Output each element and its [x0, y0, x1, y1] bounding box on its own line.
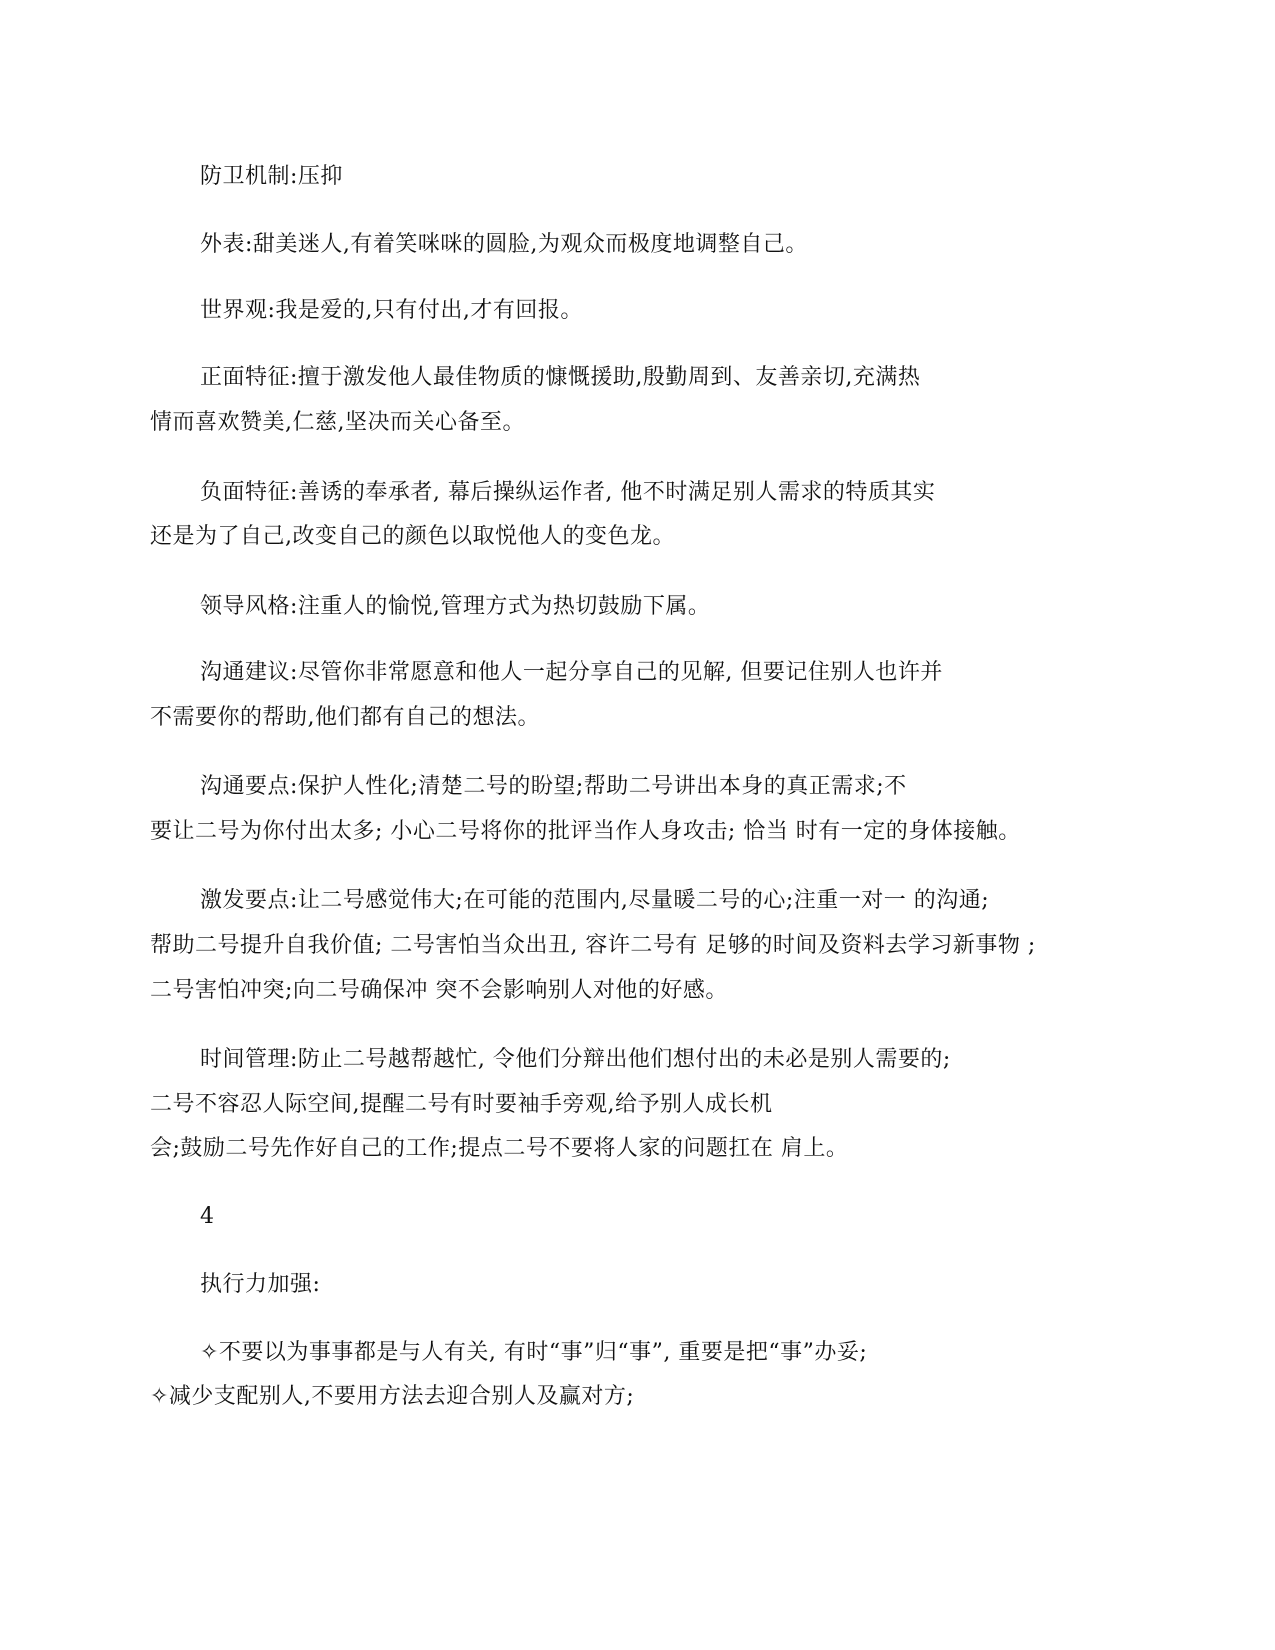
- text-line: 沟通要点:保护人性化;清楚二号的盼望;帮助二号讲出本身的真正需求;不: [200, 774, 907, 799]
- bullet-item: ✧不要以为事事都是与人有关, 有时“事”归“事”, 重要是把“事”办妥;: [200, 1340, 868, 1365]
- text-line: 还是为了自己,改变自己的颜色以取悦他人的变色龙。: [150, 524, 675, 549]
- text-line: 领导风格:注重人的愉悦,管理方式为热切鼓励下属。: [200, 594, 711, 619]
- text-line: 外表:甜美迷人,有着笑咪咪的圆脸,为观众而极度地调整自己。: [200, 232, 808, 257]
- page-number: 4: [200, 1204, 215, 1229]
- text-line: 世界观:我是爱的,只有付出,才有回报。: [200, 298, 583, 323]
- section-heading: 执行力加强:: [200, 1272, 321, 1297]
- bullet-item: ✧减少支配别人,不要用方法去迎合别人及赢对方;: [150, 1384, 635, 1409]
- text-line: 会;鼓励二号先作好自己的工作;提点二号不要将人家的问题扛在 肩上。: [150, 1136, 849, 1161]
- text-line: 正面特征:擅于激发他人最佳物质的慷慨援助,殷勤周到、友善亲切,充满热: [200, 365, 921, 390]
- text-line: 二号不容忍人际空间,提醒二号有时要袖手旁观,给予别人成长机: [150, 1092, 773, 1117]
- text-line: 时间管理:防止二号越帮越忙, 令他们分辩出他们想付出的未必是别人需要的;: [200, 1047, 951, 1072]
- text-line: 情而喜欢赞美,仁慈,坚决而关心备至。: [150, 410, 525, 435]
- text-line: 沟通建议:尽管你非常愿意和他人一起分享自己的见解, 但要记住别人也许并: [200, 660, 943, 685]
- text-line: 不需要你的帮助,他们都有自己的想法。: [150, 705, 540, 730]
- text-line: 防卫机制:压抑: [200, 164, 343, 189]
- text-line: 激发要点:让二号感觉伟大;在可能的范围内,尽量暖二号的心;注重一对一 的沟通;: [200, 888, 990, 913]
- text-line: 负面特征:善诱的奉承者, 幕后操纵运作者, 他不时满足别人需求的特质其实: [200, 480, 936, 505]
- text-line: 帮助二号提升自我价值; 二号害怕当众出丑, 容许二号有 足够的时间及资料去学习新事物 ;: [150, 933, 1036, 958]
- text-line: 要让二号为你付出太多; 小心二号将你的批评当作人身攻击; 恰当 时有一定的身体接触。: [150, 819, 1021, 844]
- text-line: 二号害怕冲突;向二号确保冲 突不会影响别人对他的好感。: [150, 978, 728, 1003]
